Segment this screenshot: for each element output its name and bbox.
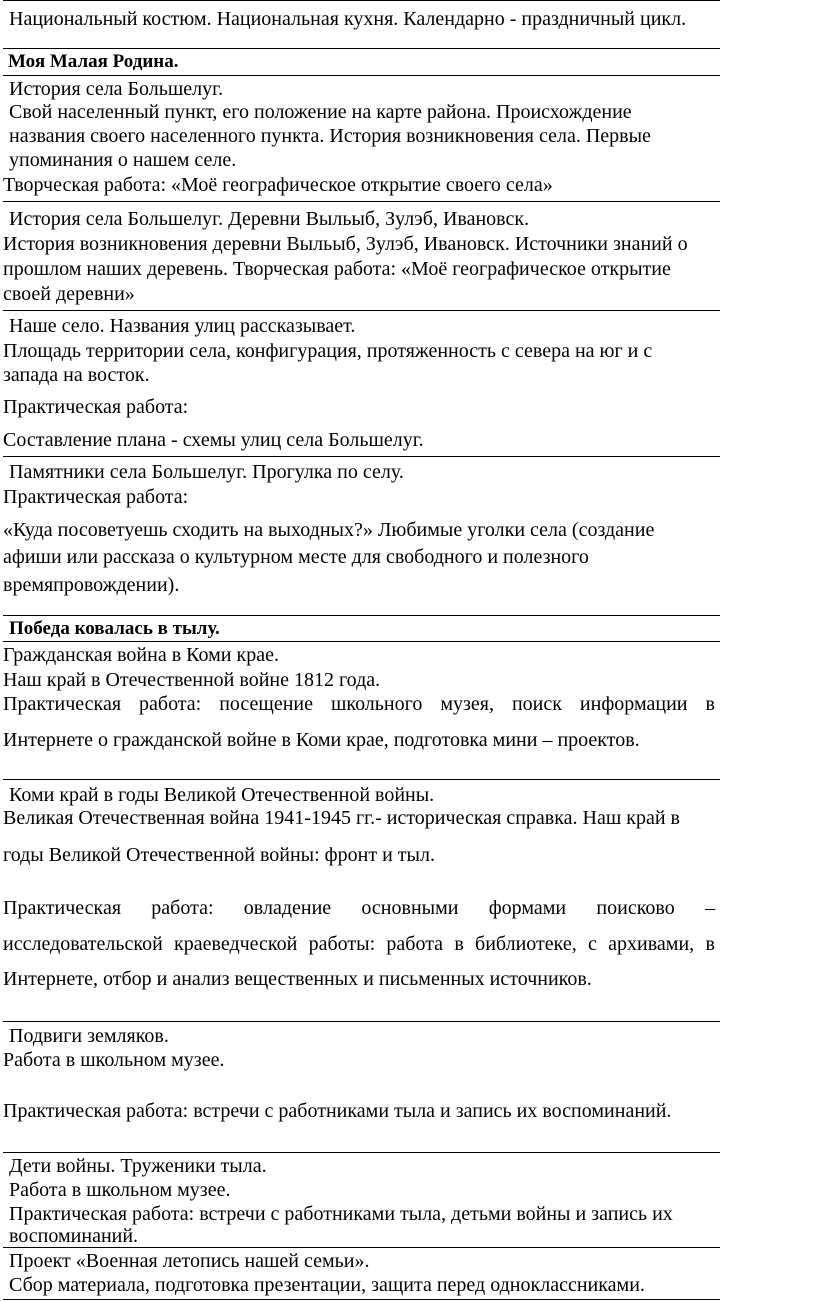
- row-text: Национальный костюм. Национальная кухня. Календарно - праздничный цикл.: [9, 8, 687, 30]
- table-row: [3, 1152, 720, 1247]
- topic-text: «Куда посоветуешь сходить на выходных?» Любимые уголки села (создание: [3, 519, 655, 541]
- topic-text: упоминания о нашем селе.: [9, 149, 237, 171]
- word: в: [705, 693, 715, 715]
- word: основными: [361, 897, 459, 919]
- word: поисково: [596, 897, 675, 919]
- topic-text: Практическая работа: встречи с работниками тыла и запись их воспоминаний.: [3, 1100, 672, 1122]
- topic-text: Работа в школьном музее.: [3, 1049, 225, 1071]
- word: Практическая: [3, 897, 122, 919]
- word: работа:: [151, 897, 214, 919]
- table-row: [3, 75, 720, 201]
- word: посещение: [219, 693, 313, 715]
- section-heading: Моя Малая Родина.: [8, 51, 179, 72]
- word: работы:: [308, 933, 376, 955]
- table-row: [3, 779, 720, 1021]
- word: библиотеке,: [475, 933, 577, 955]
- topic-text: афиши или рассказа о культурном месте для свободного и полезного: [3, 546, 589, 568]
- topic-text: Составление плана - схемы улиц села Большелуг.: [3, 429, 424, 451]
- topic-text: времяпровождении).: [3, 574, 180, 596]
- table-row: [3, 1021, 720, 1152]
- word: в: [454, 933, 464, 955]
- word: Практическая: [3, 693, 122, 715]
- topic-text: Практическая работа: встречи с работниками тыла, детьми войны и запись их: [9, 1203, 673, 1225]
- topic-text: воспоминаний.: [9, 1225, 139, 1247]
- topic-text: запада на восток.: [3, 364, 150, 386]
- word: архивами,: [608, 933, 695, 955]
- topic-text: Великая Отечественная война 1941-1945 гг.- историческая справка. Наш край в: [3, 807, 680, 829]
- section-heading-row: [3, 615, 720, 641]
- table-row: [3, 201, 720, 310]
- word: краеведческой: [174, 933, 298, 955]
- topic-text: Работа в школьном музее.: [9, 1179, 231, 1201]
- section-heading: Победа ковалась в тылу.: [9, 618, 220, 639]
- topic-text: Сбор материала, подготовка презентации, защита перед одноклассниками.: [9, 1274, 645, 1296]
- topic-text-justified: [3, 932, 715, 956]
- topic-title: Коми край в годы Великой Отечественной войны.: [9, 784, 435, 806]
- topic-text: названия своего населенного пункта. История возникновения села. Первые: [9, 125, 651, 147]
- word: в: [705, 933, 715, 955]
- topic-text: Интернете, отбор и анализ вещественных и письменных источников.: [3, 968, 592, 990]
- table-row: [3, 1247, 720, 1300]
- topic-text: Свой населенный пункт, его положение на карте района. Происхождение: [9, 101, 632, 123]
- word: формами: [488, 897, 567, 919]
- table-row: [3, 310, 720, 456]
- topic-text: Практическая работа:: [3, 486, 189, 508]
- topic-title: Памятники села Большелуг. Прогулка по селу.: [9, 461, 404, 483]
- word: поиск: [511, 693, 562, 715]
- topic-text: Творческая работа: «Моё географическое открытие своего села»: [3, 174, 553, 196]
- word: работа:: [139, 693, 202, 715]
- topic-title: История села Большелуг.: [9, 78, 224, 100]
- topic-title: Наше село. Названия улиц рассказывает.: [9, 315, 356, 337]
- topic-text: годы Великой Отечественной войны: фронт и тыл.: [3, 844, 435, 866]
- word: музея,: [440, 693, 494, 715]
- topic-text: прошлом наших деревень. Творческая работа: «Моё географическое открытие: [3, 258, 671, 280]
- word: –: [704, 897, 715, 919]
- topic-title: История села Большелуг. Деревни Выльыб, Зулэб, Ивановск.: [9, 208, 530, 230]
- section-heading-row: [3, 48, 720, 75]
- topic-title: Проект «Военная летопись нашей семьи».: [9, 1250, 370, 1272]
- topic-text: Наш край в Отечественной войне 1812 года.: [3, 669, 381, 691]
- word: работа: [386, 933, 444, 955]
- topic-text: своей деревни»: [3, 283, 135, 305]
- word: с: [588, 933, 597, 955]
- topic-text: Площадь территории села, конфигурация, протяженность с севера на юг и с: [3, 340, 653, 362]
- table-row: [3, 0, 720, 48]
- topic-text: История возникновения деревни Выльыб, Зулэб, Ивановск. Источники знаний о: [3, 233, 688, 255]
- word: информации: [579, 693, 688, 715]
- topic-title: Гражданская война в Коми крае.: [3, 644, 279, 666]
- table-row: [3, 456, 720, 615]
- topic-text: Интернете о гражданской войне в Коми крае, подготовка мини – проектов.: [3, 729, 640, 751]
- word: овладение: [243, 897, 332, 919]
- word: исследовательской: [3, 933, 163, 955]
- topic-title: Подвиги земляков.: [9, 1025, 169, 1047]
- table-row: [3, 641, 720, 779]
- topic-title: Дети войны. Труженики тыла.: [9, 1155, 267, 1177]
- topic-text-justified: [3, 896, 715, 920]
- word: школьного: [330, 693, 423, 715]
- topic-text: Практическая работа:: [3, 396, 189, 418]
- topic-text-justified: [3, 692, 715, 716]
